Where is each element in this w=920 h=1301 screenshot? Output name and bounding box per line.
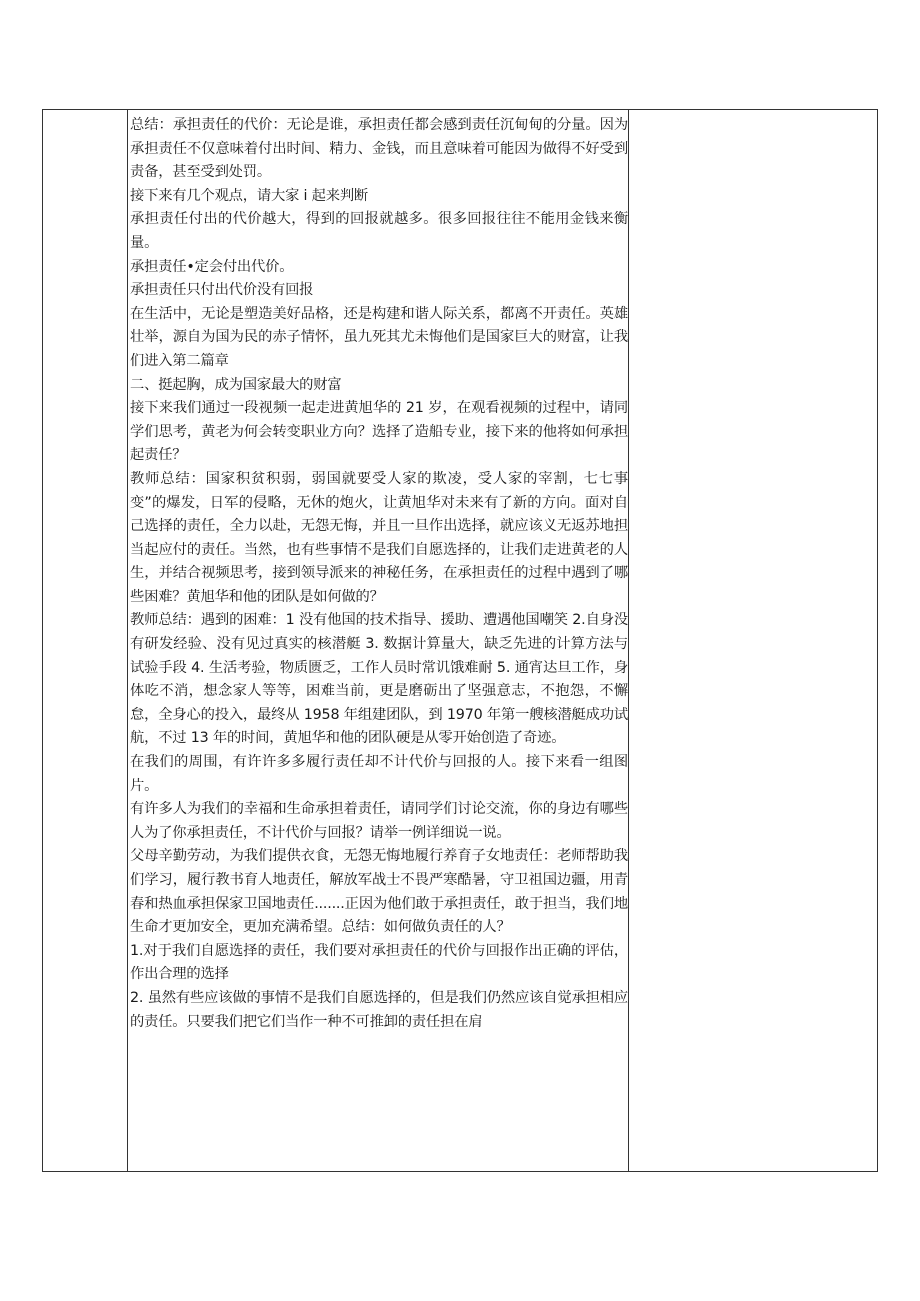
pictures-intro: 在我们的周围，有许许多多履行责任却不计代价与回报的人。接下来看一组图片。 [130, 754, 628, 794]
lesson-content-cell [128, 110, 628, 1034]
teacher-summary-1: 教师总结：国家积贫积弱，弱国就要受人家的欺凌，受人家的宰割，七七事变”的爆发，日军的侵略，无休的炮火，让黄旭华对未来有了新的方向。面对自己选择的责任，全力以赴，无怨无悔，并且一旦作出选择，就应该义无返苏地担当起应付的责任。当然，也有些事情不是我们自愿选择的，让我们走进黄老的人生，并结合视频思考，接到领导派来的神秘任务，在承担责任的过程中遇到了哪些困难？黄旭华和他的团队是如何做的？ [130, 470, 628, 605]
discussion-prompt: 有许多人为我们的幸福和生命承担着责任，请同学们讨论交流，你的身边有哪些人为了你承担责任，不计代价与回报？请举一例详细说一说。 [130, 801, 628, 841]
column-divider-right [628, 110, 629, 1171]
point-2: 2. 虽然有些应该做的事情不是我们自愿选择的，但是我们仍然应该自觉承担相应的责任。只要我们把它们当作一种不可推卸的责任担在肩 [130, 989, 628, 1030]
viewpoint-2: 承担责任•定会付出代价。 [130, 258, 294, 275]
point-1: 1.对于我们自愿选择的责任，我们要对承担责任的代价与回报作出正确的评估，作出合理的选择 [130, 942, 628, 983]
video-prompt-paragraph: 接下来我们通过一段视频一起走进黄旭华的 21 岁，在观看视频的过程中，请同学们思考，黄老为何会转变职业方向？选择了造船专业，接下来的他将如何承担起责任？ [130, 400, 628, 464]
summary-cost-paragraph: 总结：承担责任的代价：无论是谁，承担责任都会感到责任沉甸甸的分量。因为承担责任不仅意味着付出时间、精力、金钱，而且意味着可能因为做得不好受到责备，甚至受到处罚。 [130, 117, 628, 181]
section-heading-2: 二、挺起胸，成为国家最大的财富 [130, 376, 342, 393]
examples-paragraph: 父母辛勤劳动，为我们提供衣食，无怨无悔地履行养育子女地责任：老师帮助我们学习，履行教书育人地责任，解放军战士不畏严寒酷暑，守卫祖国边疆，用青春和热血承担保家卫国地责任.......正因为他们敢于承担责任，敢于担当，我们地生命才更加安全，更加充满希望。总结：如何做负责任的人？ [130, 848, 628, 936]
viewpoint-1: 承担责任付出的代价越大，得到的回报就越多。很多回报往往不能用金钱来衡量。 [130, 211, 628, 251]
transition-paragraph: 在生活中，无论是塑造美好品格，还是构建和谐人际关系，都离不开责任。英雄壮举，源自为国为民的赤子情怀，虽九死其尤未悔他们是国家巨大的财富，让我们进入第二篇章 [130, 305, 628, 369]
lesson-table [42, 109, 878, 1172]
teacher-summary-2: 教师总结：遇到的困难：1 没有他国的技术指导、援助、遭遇他国嘲笑 2.自身没有研发经验、没有见过真实的核潜艇 3. 数据计算量大，缺乏先进的计算方法与试验手段 4. 生活考验，物质匮乏，工作人员时常讥饿难耐 5. 通宵达旦工作，身体吃不消，想念家人等等，困难当前，更是磨砺出了坚强意志，不抱怨，不懈怠，全身心的投入，最终从 1958 年组建团队，到 1970 年第一艘核潜艇成功试航，不过 13 年的时间，黄旭华和他的团队硬是从零开始创造了奇迹。 [130, 612, 628, 747]
viewpoint-3: 承担责任只付出代价没有回报 [130, 282, 314, 299]
viewpoints-intro: 接下来有几个观点，请大家 i 起来判断 [130, 187, 369, 204]
